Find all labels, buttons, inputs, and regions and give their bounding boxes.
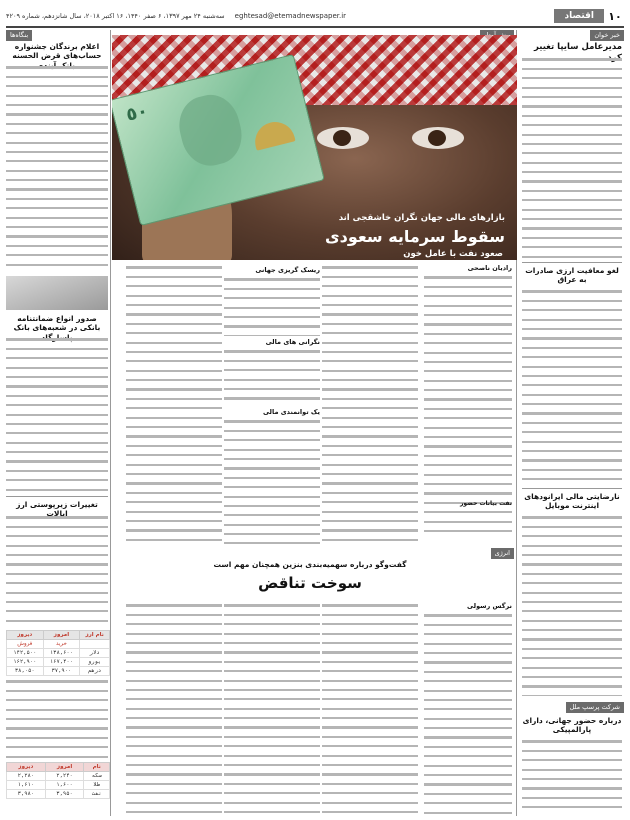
bottom-kicker: گفت‌وگو درباره سهمیه‌بندی بنزین همچنان مهم است — [213, 560, 407, 569]
energy-tag: انرژی — [491, 548, 514, 559]
body-bottom-c — [224, 602, 320, 814]
bank-photo — [6, 276, 108, 310]
email-address[interactable]: eghtesad@etemadnewspaper.ir — [234, 12, 347, 20]
headline-currency: تغییرات زیرپوستی ارز ایالات — [16, 500, 98, 519]
subhead-concerns: نگرانی های مالی — [265, 338, 320, 346]
body-bottom-a — [424, 612, 512, 814]
body-left-bottom — [6, 678, 108, 758]
col-header: نام — [84, 763, 110, 772]
hero-photo — [112, 35, 517, 260]
body-internet — [522, 514, 622, 696]
headline-pasargad: صدور انواع ضمانتنامه بانکی در شعبه‌های بانک پاسارگاد — [13, 314, 101, 342]
headline-internet: نارضایتی مالی ایرانودهای اینترنت موبایل — [524, 492, 620, 511]
headline-saipa: مدیرعامل سایپا تغییر کرد — [533, 42, 622, 63]
body-col-c1 — [224, 276, 320, 336]
body-col-c3 — [224, 418, 320, 544]
right-tag: خبر خوان — [590, 30, 624, 41]
body-iraq — [522, 288, 622, 484]
body-ayandeh — [6, 64, 108, 272]
col-header: امروز — [43, 631, 80, 640]
hero-kicker: بازارهای مالی جهان نگران خاشقجی اند — [338, 213, 505, 223]
col-header: امروز — [45, 763, 84, 772]
hero-subtitle: صعود نفت با عامل خون — [403, 249, 503, 259]
banknote-denomination: ٥٠ — [123, 100, 151, 126]
byline-2: نفت بیانات حضور — [459, 500, 512, 507]
table-row: دلار ۱۳۸,۶۰۰ ۱۴۲,۵۰۰ — [7, 649, 110, 658]
body-saipa — [522, 56, 622, 258]
byline-1: رادیان ناصحی — [467, 264, 512, 272]
table-row: سکه ۲,۲۴۰ ۲,۲۸۰ — [7, 772, 110, 781]
masthead — [6, 8, 624, 24]
left-tag: بنگاه‌ها — [6, 30, 32, 41]
page-number: ۱۰ — [608, 9, 622, 23]
body-paralympic — [522, 738, 622, 814]
subhead-risk: ریسک گریزی جهانی — [255, 266, 320, 274]
col-header: نام ارز — [80, 631, 110, 640]
section-label: اقتصاد — [554, 9, 604, 23]
col-header: دیروز — [7, 631, 44, 640]
bottom-title: سوخت تناقض — [258, 574, 362, 592]
market-table — [6, 762, 110, 799]
col-header: دیروز — [7, 763, 46, 772]
body-col-b — [322, 264, 418, 544]
table-row: یورو ۱۶۷,۴۰۰ ۱۶۲,۹۰۰ — [7, 658, 110, 667]
headline-ayandeh: اعلام برندگان جشنواره حساب‌های قرض الحسنه بانک آینده — [12, 42, 102, 70]
date-line: سه‌شنبه ۲۴ مهر ۱۳۹۷، ۶ صفر ۱۴۴۰، ۱۶ اکتبر ۲۰۱۸، سال شانزدهم، شماره ۴۲۰۹ — [6, 12, 225, 20]
body-col-d — [126, 264, 222, 544]
table-row: خرید فروش — [7, 640, 110, 649]
body-col-a — [424, 274, 512, 536]
body-currency — [6, 514, 108, 626]
body-bottom-b — [322, 602, 418, 814]
subhead-capability: یک توانمندی مالی — [262, 408, 320, 416]
table-row: نفت ۳,۹۵۰ ۳,۹۸۰ — [7, 790, 110, 799]
table-row: درهم ۳۷,۹۰۰ ۳۸,۰۵۰ — [7, 667, 110, 676]
body-bottom-d — [126, 602, 222, 814]
byline-3: نرگس رسولی — [467, 602, 512, 610]
headline-iraq: لغو معافیت ارزی صادرات به عراق — [525, 266, 619, 285]
table-row: طلا ۱,۶۰۰ ۱,۶۱۰ — [7, 781, 110, 790]
body-pasargad — [6, 336, 108, 494]
right-tag-2: شرکت پرسپ ملل — [566, 702, 624, 713]
currency-table — [6, 630, 110, 676]
headline-paralympic: درباره حضور جهانی، دارای پارالمپیکی — [522, 716, 622, 735]
body-col-c2 — [224, 348, 320, 406]
hero-title: سقوط سرمایه سعودی — [324, 227, 505, 246]
